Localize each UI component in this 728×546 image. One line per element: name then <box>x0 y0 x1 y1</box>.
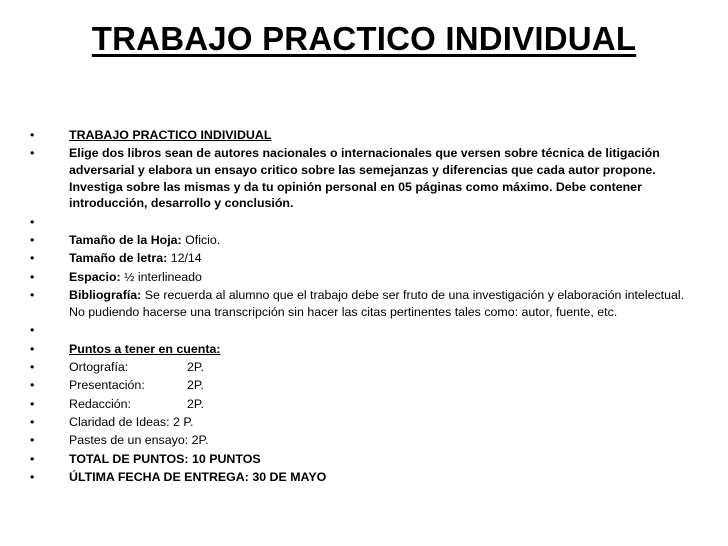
bullet-icon: • <box>30 251 35 266</box>
bullet-icon: • <box>30 323 35 338</box>
list-item-puntos <box>30 341 700 358</box>
fecha-text: ÚLTIMA FECHA DE ENTREGA: 30 DE MAYO <box>69 470 327 485</box>
ortografia-label: Ortografía: <box>69 359 129 374</box>
pastes-text: Pastes de un ensayo: 2P. <box>69 433 209 448</box>
puntos-heading: Puntos a tener en cuenta: <box>69 341 221 356</box>
bullet-icon: • <box>30 146 35 161</box>
letra-label: Tamaño de letra: <box>69 251 168 266</box>
bullet-icon: • <box>30 470 35 485</box>
claridad-text: Claridad de Ideas: 2 P. <box>69 415 194 430</box>
list-item-pastes <box>30 432 700 449</box>
list-item-heading <box>30 127 700 144</box>
bullet-icon: • <box>30 451 35 466</box>
bullet-icon: • <box>30 359 35 374</box>
bullet-icon: • <box>30 288 35 303</box>
list-item-empty <box>30 322 700 339</box>
list-item-bibliografia <box>30 287 700 320</box>
bullet-icon: • <box>30 232 35 247</box>
list-item-letra <box>30 250 700 267</box>
espacio-value: ½ interlineado <box>124 269 202 284</box>
instruction-text: Elige dos libros sean de autores nacionales o internacionales que versen sobre técnica de litigación adversarial y elabora un ensayo critico sobre las semejanzas y diferencias que cada autor propone. Investiga sobre las mismas y da tu opinión personal en 05 páginas como máximo. Debe contener introducción, desarrollo y conclusión. <box>69 146 660 211</box>
total-text: TOTAL DE PUNTOS: 10 PUNTOS <box>69 451 261 466</box>
bullet-list <box>30 127 700 488</box>
list-item-empty <box>30 214 700 231</box>
bullet-icon: • <box>30 433 35 448</box>
redaccion-value: 2P. <box>187 396 204 411</box>
bullet-icon: • <box>30 269 35 284</box>
espacio-label: Espacio: <box>69 269 121 284</box>
page-title: TRABAJO PRACTICO INDIVIDUAL <box>91 20 637 57</box>
biblio-label: Bibliografía: <box>69 288 142 303</box>
hoja-value: Oficio. <box>185 232 221 247</box>
list-item-fecha <box>30 469 700 486</box>
biblio-value: Se recuerda al alumno que el trabajo debe ser fruto de una investigación y elaboración intelectual. No pudiendo hacerse una transcripción sin hacer las citas pertinentes tales como: autor, fuente, etc. <box>69 288 685 319</box>
list-item-claridad <box>30 414 700 431</box>
bullet-icon: • <box>30 415 35 430</box>
redaccion-label: Redacción: <box>69 396 131 411</box>
list-item-redaccion <box>30 396 700 413</box>
hoja-label: Tamaño de la Hoja: <box>69 232 182 247</box>
presentacion-label: Presentación: <box>69 378 145 393</box>
list-item-instruction <box>30 145 700 211</box>
bullet-icon: • <box>30 128 35 142</box>
bullet-icon: • <box>30 341 35 356</box>
presentacion-value: 2P. <box>187 378 204 393</box>
bullet-icon: • <box>30 378 35 393</box>
list-item-total <box>30 451 700 468</box>
letra-value: 12/14 <box>170 251 202 266</box>
ortografia-value: 2P. <box>187 359 204 374</box>
list-item-hoja <box>30 232 700 249</box>
bullet-icon: • <box>30 214 35 229</box>
list-item-espacio <box>30 269 700 286</box>
list-item-ortografia <box>30 359 700 376</box>
bullet-icon: • <box>30 396 35 411</box>
heading-text: TRABAJO PRACTICO INDIVIDUAL <box>69 128 272 142</box>
list-item-presentacion <box>30 377 700 394</box>
